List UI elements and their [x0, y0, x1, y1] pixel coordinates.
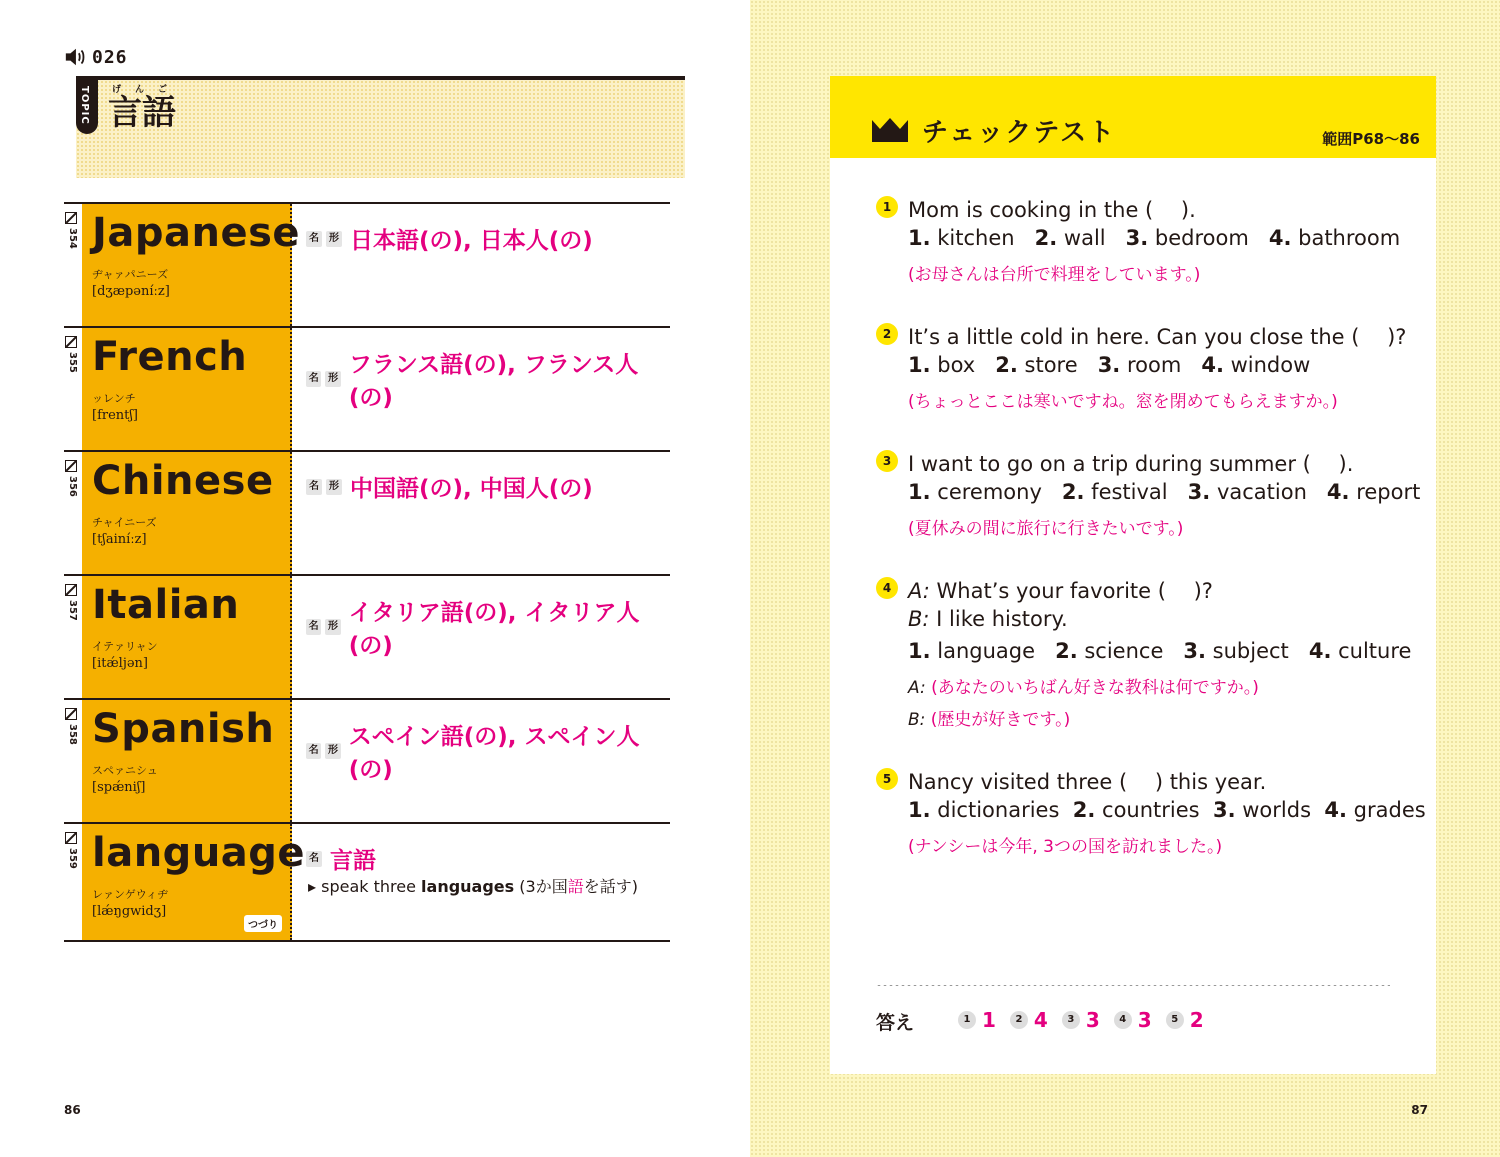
vocab-table: [64, 202, 670, 942]
question-number: 5: [876, 768, 898, 790]
checkbox-icon[interactable]: [65, 708, 77, 720]
choice[interactable]: 2. festival: [1061, 480, 1168, 504]
word-box: [82, 576, 292, 698]
meaning: 中国語(の), 中国人(の): [350, 476, 593, 502]
topic-ruby: げんご: [112, 85, 182, 95]
katakana-pronunciation: イテァリャン: [92, 640, 158, 653]
ipa-pronunciation: [tʃainíːz]: [92, 532, 147, 547]
translation: (お母さんは台所で料理をしています。): [908, 265, 1201, 285]
word-box: [82, 824, 306, 940]
topic-label: TOPIC: [79, 86, 90, 125]
topic-title: 言語: [108, 93, 176, 133]
answer-item: [1062, 1008, 1100, 1032]
word-box: [82, 204, 301, 326]
answer-item: [1010, 1008, 1048, 1032]
choice[interactable]: 4. bathroom: [1268, 226, 1401, 250]
audio-track[interactable]: [64, 46, 128, 68]
choice[interactable]: 3. worlds: [1212, 798, 1312, 822]
entry-number: 357: [67, 600, 78, 621]
checkbox-icon[interactable]: [65, 584, 77, 596]
meaning: 日本語(の), 日本人(の): [350, 228, 593, 254]
entry-number: 355: [67, 352, 78, 373]
answer-number: 4: [1114, 1011, 1132, 1029]
choice[interactable]: 3. bedroom: [1125, 226, 1249, 250]
dotted-divider: [876, 984, 1390, 987]
katakana-pronunciation: ッレンチ: [92, 392, 136, 405]
speaker-b: B:: [908, 710, 926, 730]
entry-number: 356: [67, 476, 78, 497]
answer-item: [1114, 1008, 1152, 1032]
definition: [306, 470, 593, 503]
speaker-b: B:: [908, 607, 930, 631]
pos-badge-noun: 名: [306, 479, 322, 495]
speaker-a: A:: [908, 678, 926, 698]
answer-value: 3: [1137, 1008, 1152, 1032]
meaning: スペイン語(の), スペイン人(の): [348, 724, 640, 783]
test-header: [830, 76, 1436, 158]
ipa-pronunciation: [spǽniʃ]: [92, 780, 146, 795]
vocab-entry: [64, 326, 670, 450]
example-text: speak three: [321, 877, 422, 896]
answer-number: 3: [1062, 1011, 1080, 1029]
question-number: 2: [876, 323, 898, 345]
choices: [908, 639, 1411, 663]
choice[interactable]: 1. dictionaries: [908, 798, 1060, 822]
vocab-entry: [64, 202, 670, 326]
meaning: フランス語(の), フランス人(の): [348, 352, 639, 411]
word-box: [82, 328, 292, 450]
question-number: 4: [876, 577, 898, 599]
question-number: 1: [876, 196, 898, 218]
pos-badge-adjective: 形: [325, 619, 340, 635]
definition: [306, 222, 593, 255]
pos-badge-noun: 名: [306, 371, 321, 387]
headword: Italian: [92, 582, 240, 628]
meaning: 言語: [330, 848, 376, 874]
choices: [908, 226, 1400, 250]
answer-value: 2: [1189, 1008, 1204, 1032]
answer-number: 2: [1010, 1011, 1028, 1029]
ipa-pronunciation: [frentʃ]: [92, 408, 138, 423]
choice[interactable]: 4. grades: [1324, 798, 1426, 822]
answer-number: 5: [1166, 1011, 1184, 1029]
katakana-pronunciation: スペァニシュ: [92, 764, 158, 777]
test-title: チェックテスト: [922, 118, 1117, 148]
choices: [908, 798, 1426, 822]
question-text: It’s a little cold in here. Can you close the ( )?: [908, 325, 1407, 349]
page-number-left: 86: [64, 1103, 81, 1117]
question-text: Mom is cooking in the ( ).: [908, 198, 1196, 222]
pos-badge-noun: 名: [306, 743, 321, 759]
definition: [306, 594, 670, 660]
headword: Spanish: [92, 706, 275, 752]
example-translation-highlight: 語: [567, 877, 584, 896]
katakana-pronunciation: ヂャァパニーズ: [92, 268, 169, 281]
question-number: 3: [876, 450, 898, 472]
translation-b-text: (歴史が好きです。): [930, 710, 1071, 730]
vocab-entry: [64, 574, 670, 698]
ipa-pronunciation: [itǽljən]: [92, 656, 148, 671]
answer-item: [1166, 1008, 1204, 1032]
entry-number: 359: [67, 848, 78, 869]
checkbox-icon[interactable]: [65, 460, 77, 472]
vocab-entry: [64, 698, 670, 822]
answers-label: 答え: [876, 1012, 915, 1034]
check-test-card: [830, 76, 1436, 1074]
choice[interactable]: 3. vacation: [1187, 480, 1307, 504]
translation: (ちょっとここは寒いですね。窓を閉めてもらえますか。): [908, 392, 1338, 412]
checkbox-icon[interactable]: [65, 832, 77, 844]
answer-value: 4: [1033, 1008, 1048, 1032]
pos-badge-noun: 名: [306, 619, 321, 635]
pos-badge-adjective: 形: [325, 371, 340, 387]
question-text-b: [908, 607, 1068, 631]
choice[interactable]: 2. science: [1055, 639, 1164, 663]
translation: (ナンシーは今年, 3つの国を訪れました。): [908, 837, 1223, 857]
vocab-entry: [64, 822, 670, 942]
dialogue-a: What’s your favorite ( )?: [936, 579, 1213, 603]
katakana-pronunciation: レァンゲウィヂ: [92, 888, 169, 901]
choice[interactable]: 2. wall: [1034, 226, 1106, 250]
dialogue-b: I like history.: [936, 607, 1068, 631]
checkbox-icon[interactable]: [65, 212, 77, 224]
example-translation-2: を話す): [583, 877, 638, 896]
definition: [306, 346, 670, 412]
choice[interactable]: 3. subject: [1183, 639, 1289, 663]
choices: [908, 480, 1420, 504]
choices: [908, 353, 1310, 377]
headword: Chinese: [92, 458, 274, 504]
ipa-pronunciation: [dʒæpəníːz]: [92, 284, 170, 299]
choice[interactable]: 1. ceremony: [908, 480, 1042, 504]
page-number-right: 87: [1411, 1103, 1428, 1117]
choice[interactable]: 2. store: [995, 353, 1078, 377]
word-box: [82, 452, 292, 574]
spelling-note-badge: つづり: [244, 915, 282, 932]
headword: French: [92, 334, 248, 380]
answer-value: 3: [1085, 1008, 1100, 1032]
headword: language: [92, 830, 306, 876]
choice[interactable]: 4. report: [1326, 480, 1421, 504]
question-text-a: [908, 575, 1213, 605]
meaning: イタリア語(の), イタリア人(の): [348, 600, 640, 659]
question-text: I want to go on a trip during summer ( ).: [908, 452, 1354, 476]
choice[interactable]: 4. culture: [1308, 639, 1412, 663]
translation: (夏休みの間に旅行に行きたいです。): [908, 519, 1184, 539]
translation-b: [908, 705, 1070, 730]
entry-number: 358: [67, 724, 78, 745]
crown-icon: [872, 116, 908, 142]
right-page: [750, 0, 1500, 1157]
test-range: 範囲P68〜86: [1322, 130, 1420, 148]
choice[interactable]: 1. language: [908, 639, 1036, 663]
speaker-icon: [64, 46, 86, 68]
answers-row: [958, 1008, 1204, 1032]
example-phrase: [308, 874, 638, 897]
pos-badge-adjective: 形: [325, 743, 340, 759]
choice[interactable]: 3. room: [1097, 353, 1182, 377]
ipa-pronunciation: [lǽŋgwidʒ]: [92, 904, 167, 919]
choice[interactable]: 1. box: [908, 353, 976, 377]
definition: [306, 718, 670, 784]
translation-a-text: (あなたのいちばん好きな教科は何ですか。): [931, 678, 1259, 698]
pos-badge-noun: 名: [306, 851, 322, 867]
pos-badge-noun: 名: [306, 231, 322, 247]
question-text: Nancy visited three ( ) this year.: [908, 770, 1267, 794]
headword: Japanese: [92, 210, 301, 256]
answer-number: 1: [958, 1011, 976, 1029]
example-translation-1: (3か国: [519, 877, 568, 896]
audio-track-number: 026: [92, 46, 128, 68]
answer-item: [958, 1008, 996, 1032]
translation-a: [908, 673, 1259, 698]
katakana-pronunciation: チャイニーズ: [92, 516, 157, 529]
vocab-entry: [64, 450, 670, 574]
definition: [306, 842, 376, 875]
triangle-bullet-icon: ▸: [308, 877, 317, 896]
choice[interactable]: 1. kitchen: [908, 226, 1015, 250]
answer-value: 1: [982, 1008, 996, 1032]
pos-badge-adjective: 形: [326, 231, 342, 247]
speaker-a: A:: [908, 579, 930, 603]
entry-number: 354: [67, 228, 78, 249]
word-box: [82, 700, 292, 822]
topic-tab: [76, 80, 98, 134]
choice[interactable]: 2. countries: [1072, 798, 1200, 822]
example-keyword: languages: [421, 877, 515, 896]
choice[interactable]: 4. window: [1201, 353, 1311, 377]
pos-badge-adjective: 形: [326, 479, 342, 495]
checkbox-icon[interactable]: [65, 336, 77, 348]
